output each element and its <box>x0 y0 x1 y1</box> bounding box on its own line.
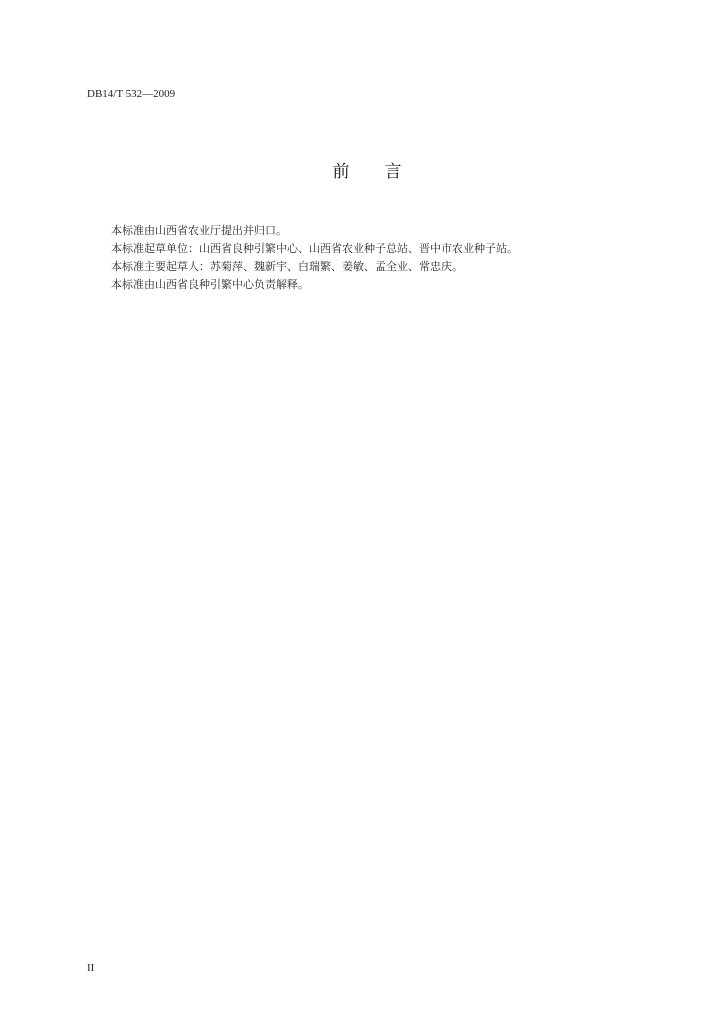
section-title-char-1: 前 <box>332 162 350 182</box>
paragraph-interpretation: 本标准由山西省良种引繁中心负责解释。 <box>111 278 309 291</box>
paragraph-proposer: 本标准由山西省农业厅提出并归口。 <box>111 224 287 237</box>
document-code: DB14/T 532—2009 <box>87 88 176 100</box>
paragraph-drafters: 本标准主要起草人：苏菊萍、魏新宇、白瑞繁、姜敏、孟全业、常忠庆。 <box>111 260 463 273</box>
section-title-char-2: 言 <box>384 162 402 182</box>
foreword-body <box>111 222 651 294</box>
section-title <box>0 157 724 182</box>
page-number: II <box>87 962 95 974</box>
paragraph-drafting-units: 本标准起草单位：山西省良种引繁中心、山西省农业种子总站、晋中市农业种子站。 <box>111 242 518 255</box>
